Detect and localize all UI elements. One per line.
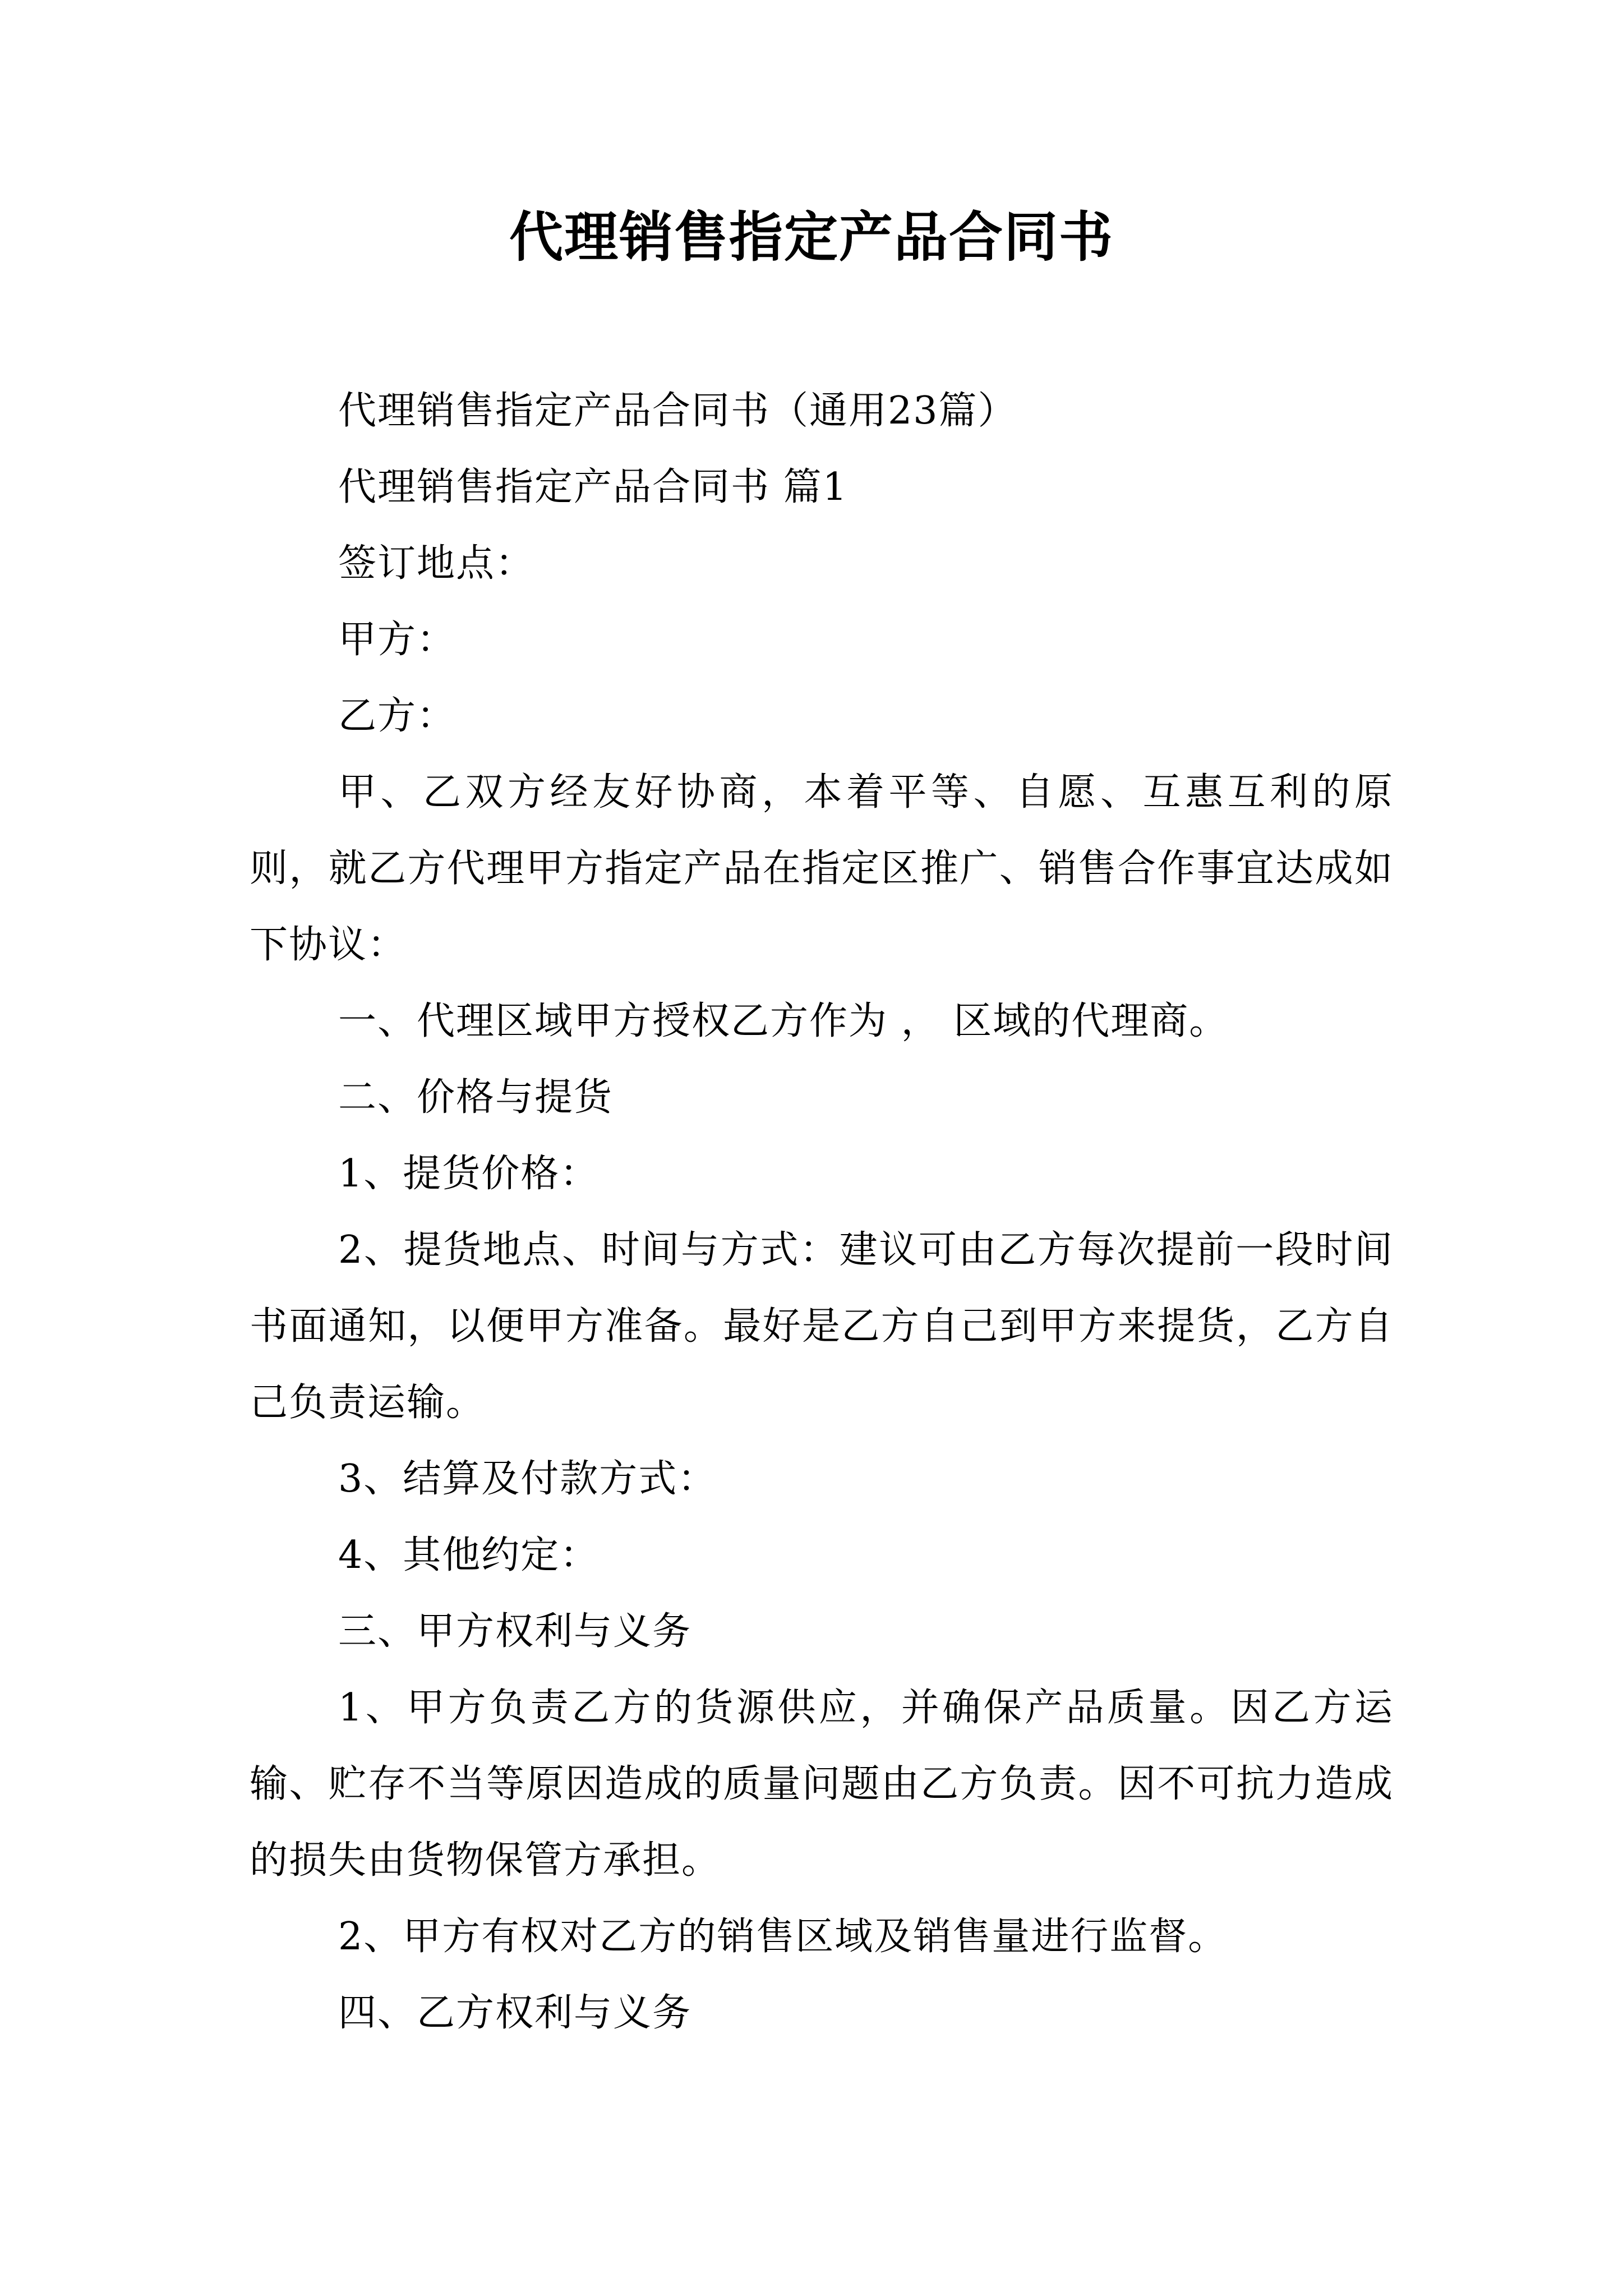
paragraph-party-a: 甲方： [338, 618, 457, 662]
paragraph-clause-2-2: 2、提货地点、时间与方式：建议可由乙方每次提前一段时间书面通知，以便甲方准备。最好是乙方自己到甲方来提货，乙方自己负责运输。 [250, 1228, 1394, 1425]
document-title: 代理销售指定产品合同书 [509, 205, 1114, 269]
paragraph-party-b: 乙方： [338, 694, 457, 738]
paragraph-signing-place: 签订地点： [338, 541, 535, 586]
paragraph-clause-1: 一、代理区域甲方授权乙方作为 ， 区域的代理商。 [338, 999, 1229, 1043]
document-body [250, 373, 1394, 2051]
paragraph-clause-2-4: 4、其他约定： [338, 1533, 600, 1577]
paragraph-section-heading: 代理销售指定产品合同书 篇1 [338, 465, 848, 509]
paragraph-clause-2-3: 3、结算及付款方式： [338, 1457, 717, 1501]
paragraph-clause-3-1: 1、甲方负责乙方的货源供应，并确保产品质量。因乙方运输、贮存不当等原因造成的质量问题由乙方负责。因不可抗力造成的损失由货物保管方承担。 [250, 1686, 1394, 1883]
paragraph-clause-2-1: 1、提货价格： [338, 1152, 600, 1196]
paragraph-preamble: 甲、乙双方经友好协商，本着平等、自愿、互惠互利的原则，就乙方代理甲方指定产品在指定区推广、销售合作事宜达成如下协议： [250, 770, 1394, 967]
paragraph-clause-4-heading: 四、乙方权利与义务 [338, 1991, 692, 2035]
paragraph-clause-3-heading: 三、甲方权利与义务 [338, 1609, 692, 1654]
paragraph-subtitle: 代理销售指定产品合同书（通用23篇） [338, 389, 1017, 433]
paragraph-clause-2-heading: 二、价格与提货 [338, 1075, 614, 1120]
paragraph-clause-3-2: 2、甲方有权对乙方的销售区域及销售量进行监督。 [338, 1915, 1228, 1959]
